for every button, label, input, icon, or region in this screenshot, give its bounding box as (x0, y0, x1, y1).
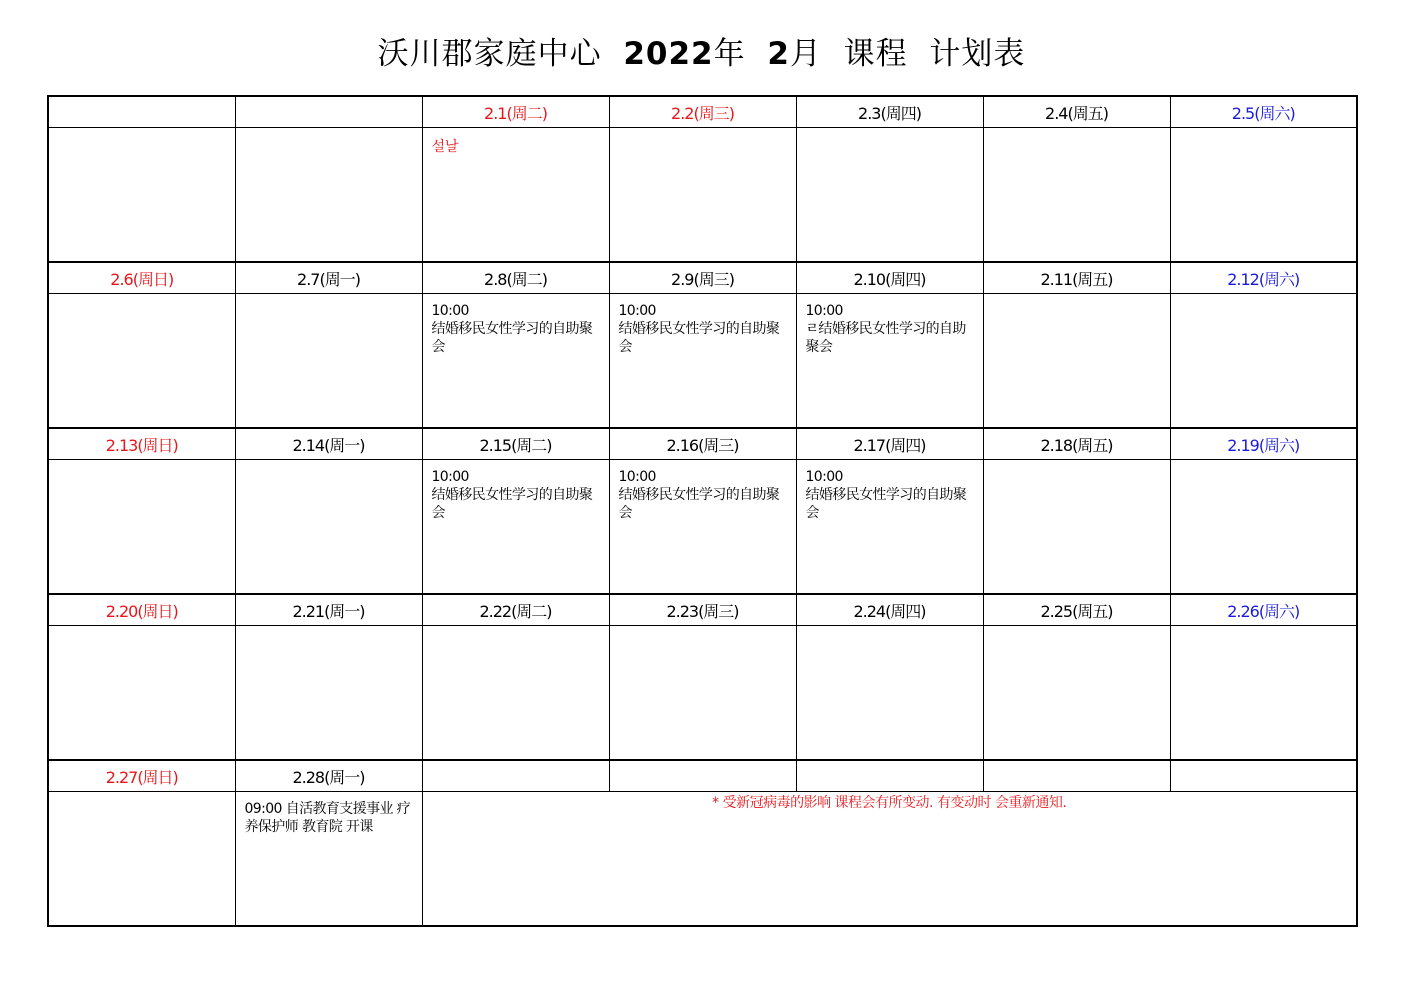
day-cell (1170, 128, 1357, 263)
day-label (48, 96, 235, 128)
day-label: 2.15(周二) (422, 428, 609, 460)
covid-notice: * 受新冠病毒的影响 课程会有所变动. 有变动时 会重新通知. (422, 792, 1357, 927)
week-header-row (48, 760, 1357, 792)
day-label: 2.13(周日) (48, 428, 235, 460)
event-line: 结婚移民女性学习的自助聚会 (805, 487, 967, 521)
day-cell (48, 460, 235, 595)
day-label: 2.25(周五) (983, 594, 1170, 626)
day-label: 2.12(周六) (1170, 262, 1357, 294)
event-line: 10:00 (618, 469, 656, 485)
day-label: 2.23(周三) (609, 594, 796, 626)
event-line: 结婚移民女性学习的自助聚会 (618, 321, 780, 355)
event-line: 结婚移民女性学习的自助聚会 (431, 487, 593, 521)
day-cell (609, 460, 796, 595)
day-label (609, 760, 796, 792)
day-cell (48, 128, 235, 263)
day-label: 2.19(周六) (1170, 428, 1357, 460)
title-month-number: 2 (767, 36, 790, 72)
day-label: 2.18(周五) (983, 428, 1170, 460)
title-year-unit: 年 (713, 36, 746, 72)
week-body-row (48, 128, 1357, 263)
day-cell (983, 460, 1170, 595)
day-cell (235, 294, 422, 429)
event-block (610, 294, 796, 356)
day-cell (983, 294, 1170, 429)
title-year-number: 2022 (623, 36, 714, 72)
day-label (983, 760, 1170, 792)
day-cell (422, 626, 609, 761)
week-header-row (48, 428, 1357, 460)
week-body-row (48, 294, 1357, 429)
day-cell (422, 128, 609, 263)
day-label: 2.26(周六) (1170, 594, 1357, 626)
day-label: 2.4(周五) (983, 96, 1170, 128)
day-label: 2.3(周四) (796, 96, 983, 128)
day-cell (48, 294, 235, 429)
title-word-plan: 计划表 (929, 36, 1026, 72)
event-block (236, 792, 422, 836)
day-label: 2.6(周日) (48, 262, 235, 294)
week-body-row (48, 460, 1357, 595)
day-label: 2.5(周六) (1170, 96, 1357, 128)
event-line: 10:00 (431, 303, 469, 319)
day-cell (48, 792, 235, 927)
day-label: 2.22(周二) (422, 594, 609, 626)
day-label: 2.27(周日) (48, 760, 235, 792)
day-label (422, 760, 609, 792)
day-label: 2.14(周一) (235, 428, 422, 460)
day-cell (1170, 626, 1357, 761)
day-label: 2.28(周一) (235, 760, 422, 792)
day-cell (609, 128, 796, 263)
calendar-table (47, 95, 1358, 927)
event-line: 10:00 (805, 303, 843, 319)
day-label: 2.2(周三) (609, 96, 796, 128)
event-block (423, 294, 609, 356)
day-cell (796, 294, 983, 429)
holiday-note: 설날 (431, 139, 459, 155)
day-cell (983, 128, 1170, 263)
title-place: 沃川郡家庭中心 (377, 36, 602, 72)
day-cell (48, 626, 235, 761)
event-line: 结婚移民女性学习的自助聚会 (431, 321, 593, 355)
day-label: 2.16(周三) (609, 428, 796, 460)
page-title (0, 32, 1403, 76)
day-cell (235, 460, 422, 595)
event-line: 10:00 (618, 303, 656, 319)
week-body-row (48, 626, 1357, 761)
day-label: 2.10(周四) (796, 262, 983, 294)
day-label: 2.7(周一) (235, 262, 422, 294)
day-cell (235, 792, 422, 927)
event-block (610, 460, 796, 522)
day-label: 2.17(周四) (796, 428, 983, 460)
week-header-row (48, 262, 1357, 294)
day-label (235, 96, 422, 128)
event-line: 结婚移民女性学习的自助聚会 (618, 487, 780, 521)
day-cell (983, 626, 1170, 761)
week-header-row (48, 594, 1357, 626)
day-label: 2.11(周五) (983, 262, 1170, 294)
day-label: 2.21(周一) (235, 594, 422, 626)
day-label (796, 760, 983, 792)
event-block (797, 294, 983, 356)
title-word-course: 课程 (843, 36, 908, 72)
day-cell (235, 128, 422, 263)
day-label: 2.20(周日) (48, 594, 235, 626)
event-block (423, 460, 609, 522)
day-cell (1170, 294, 1357, 429)
day-label: 2.8(周二) (422, 262, 609, 294)
day-cell (422, 294, 609, 429)
day-cell (1170, 460, 1357, 595)
event-line: 09:00 自活教育支援事业 疗养保护师 教育院 开课 (244, 801, 411, 835)
day-cell (796, 626, 983, 761)
week-header-row (48, 96, 1357, 128)
day-label (1170, 760, 1357, 792)
event-line: 10:00 (805, 469, 843, 485)
day-cell (796, 460, 983, 595)
day-cell (235, 626, 422, 761)
title-month-unit: 月 (789, 36, 822, 72)
event-line: 10:00 (431, 469, 469, 485)
event-block (797, 460, 983, 522)
day-cell (796, 128, 983, 263)
day-label: 2.9(周三) (609, 262, 796, 294)
event-line: ㄹ结婚移民女性学习的自助聚会 (805, 321, 966, 355)
day-cell (609, 626, 796, 761)
day-label: 2.1(周二) (422, 96, 609, 128)
day-label: 2.24(周四) (796, 594, 983, 626)
day-cell (422, 460, 609, 595)
day-cell (609, 294, 796, 429)
week-body-row (48, 792, 1357, 927)
